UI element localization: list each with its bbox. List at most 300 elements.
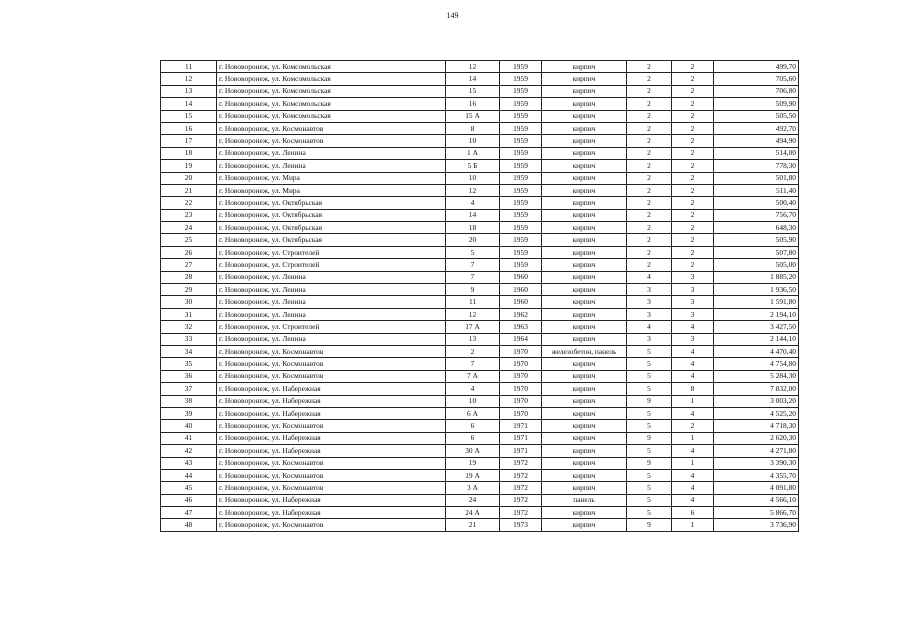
floors-cell: 5 — [627, 345, 672, 357]
house-number-cell: 12 — [446, 184, 500, 196]
table-row — [161, 333, 799, 345]
house-number-cell: 7 — [446, 271, 500, 283]
row-number-cell: 27 — [161, 259, 217, 271]
address-cell: г. Нововоронеж, ул. Строителей — [217, 246, 446, 258]
entrances-cell: 2 — [672, 259, 714, 271]
table-row — [161, 494, 799, 506]
entrances-cell: 2 — [672, 209, 714, 221]
wall-material-cell: кирпич — [542, 61, 627, 73]
wall-material-cell: кирпич — [542, 135, 627, 147]
address-cell: г. Нововоронеж, ул. Октябрьская — [217, 222, 446, 234]
table-row — [161, 296, 799, 308]
year-built-cell: 1959 — [500, 61, 542, 73]
year-built-cell: 1960 — [500, 284, 542, 296]
page-number: 149 — [446, 11, 459, 20]
wall-material-cell: кирпич — [542, 507, 627, 519]
floors-cell: 2 — [627, 197, 672, 209]
house-number-cell: 19 А — [446, 469, 500, 481]
area-cell: 494,90 — [714, 135, 799, 147]
wall-material-cell: кирпич — [542, 234, 627, 246]
entrances-cell: 4 — [672, 370, 714, 382]
row-number-cell: 30 — [161, 296, 217, 308]
area-cell: 3 736,90 — [714, 519, 799, 531]
address-cell: г. Нововоронеж, ул. Октябрьская — [217, 234, 446, 246]
year-built-cell: 1971 — [500, 445, 542, 457]
entrances-cell: 4 — [672, 445, 714, 457]
area-cell: 4 271,80 — [714, 445, 799, 457]
floors-cell: 2 — [627, 61, 672, 73]
row-number-cell: 36 — [161, 370, 217, 382]
floors-cell: 5 — [627, 420, 672, 432]
wall-material-cell: кирпич — [542, 457, 627, 469]
entrances-cell: 4 — [672, 469, 714, 481]
floors-cell: 5 — [627, 383, 672, 395]
table-row — [161, 482, 799, 494]
area-cell: 2 144,10 — [714, 333, 799, 345]
entrances-cell: 2 — [672, 61, 714, 73]
row-number-cell: 14 — [161, 98, 217, 110]
area-cell: 505,50 — [714, 110, 799, 122]
entrances-cell: 4 — [672, 482, 714, 494]
floors-cell: 5 — [627, 494, 672, 506]
house-number-cell: 12 — [446, 61, 500, 73]
wall-material-cell: кирпич — [542, 147, 627, 159]
year-built-cell: 1959 — [500, 209, 542, 221]
floors-cell: 2 — [627, 147, 672, 159]
year-built-cell: 1959 — [500, 135, 542, 147]
year-built-cell: 1960 — [500, 271, 542, 283]
table-row — [161, 98, 799, 110]
floors-cell: 2 — [627, 259, 672, 271]
table-row — [161, 370, 799, 382]
row-number-cell: 39 — [161, 407, 217, 419]
entrances-cell: 6 — [672, 507, 714, 519]
area-cell: 2 194,10 — [714, 308, 799, 320]
area-cell: 505,90 — [714, 234, 799, 246]
row-number-cell: 37 — [161, 383, 217, 395]
entrances-cell: 2 — [672, 110, 714, 122]
row-number-cell: 17 — [161, 135, 217, 147]
row-number-cell: 12 — [161, 73, 217, 85]
table-row — [161, 308, 799, 320]
table-row — [161, 395, 799, 407]
entrances-cell: 4 — [672, 321, 714, 333]
address-cell: г. Нововоронеж, ул. Набережная — [217, 494, 446, 506]
address-cell: г. Нововоронеж, ул. Строителей — [217, 321, 446, 333]
table-row — [161, 61, 799, 73]
floors-cell: 2 — [627, 98, 672, 110]
entrances-cell: 2 — [672, 122, 714, 134]
floors-cell: 9 — [627, 432, 672, 444]
year-built-cell: 1959 — [500, 85, 542, 97]
row-number-cell: 31 — [161, 308, 217, 320]
area-cell: 4 091,80 — [714, 482, 799, 494]
row-number-cell: 15 — [161, 110, 217, 122]
house-number-cell: 15 А — [446, 110, 500, 122]
floors-cell: 5 — [627, 507, 672, 519]
table-row — [161, 457, 799, 469]
year-built-cell: 1959 — [500, 259, 542, 271]
area-cell: 705,60 — [714, 73, 799, 85]
floors-cell: 9 — [627, 519, 672, 531]
row-number-cell: 25 — [161, 234, 217, 246]
house-number-cell: 20 — [446, 234, 500, 246]
year-built-cell: 1959 — [500, 98, 542, 110]
house-number-cell: 4 — [446, 197, 500, 209]
house-number-cell: 10 — [446, 395, 500, 407]
entrances-cell: 4 — [672, 494, 714, 506]
wall-material-cell: кирпич — [542, 197, 627, 209]
floors-cell: 2 — [627, 160, 672, 172]
row-number-cell: 19 — [161, 160, 217, 172]
house-number-cell: 10 — [446, 172, 500, 184]
year-built-cell: 1959 — [500, 246, 542, 258]
wall-material-cell: кирпич — [542, 407, 627, 419]
house-number-cell: 7 А — [446, 370, 500, 382]
wall-material-cell: кирпич — [542, 172, 627, 184]
wall-material-cell: кирпич — [542, 469, 627, 481]
year-built-cell: 1959 — [500, 160, 542, 172]
row-number-cell: 21 — [161, 184, 217, 196]
wall-material-cell: кирпич — [542, 308, 627, 320]
entrances-cell: 2 — [672, 135, 714, 147]
row-number-cell: 45 — [161, 482, 217, 494]
table-row — [161, 469, 799, 481]
year-built-cell: 1959 — [500, 197, 542, 209]
table-row — [161, 358, 799, 370]
wall-material-cell: кирпич — [542, 395, 627, 407]
address-cell: г. Нововоронеж, ул. Космонавтов — [217, 135, 446, 147]
year-built-cell: 1959 — [500, 110, 542, 122]
entrances-cell: 2 — [672, 160, 714, 172]
row-number-cell: 18 — [161, 147, 217, 159]
wall-material-cell: кирпич — [542, 482, 627, 494]
area-cell: 4 718,30 — [714, 420, 799, 432]
area-cell: 511,40 — [714, 184, 799, 196]
floors-cell: 2 — [627, 135, 672, 147]
entrances-cell: 2 — [672, 147, 714, 159]
row-number-cell: 42 — [161, 445, 217, 457]
address-cell: г. Нововоронеж, ул. Набережная — [217, 395, 446, 407]
area-cell: 756,70 — [714, 209, 799, 221]
house-number-cell: 10 — [446, 135, 500, 147]
address-cell: г. Нововоронеж, ул. Космонавтов — [217, 469, 446, 481]
year-built-cell: 1959 — [500, 234, 542, 246]
table-row — [161, 445, 799, 457]
area-cell: 4 566,10 — [714, 494, 799, 506]
year-built-cell: 1971 — [500, 420, 542, 432]
table-row — [161, 321, 799, 333]
row-number-cell: 23 — [161, 209, 217, 221]
area-cell: 507,80 — [714, 246, 799, 258]
area-cell: 1 885,20 — [714, 271, 799, 283]
year-built-cell: 1971 — [500, 432, 542, 444]
table-row — [161, 519, 799, 531]
wall-material-cell: кирпич — [542, 222, 627, 234]
floors-cell: 2 — [627, 110, 672, 122]
year-built-cell: 1970 — [500, 370, 542, 382]
table-row — [161, 209, 799, 221]
area-cell: 3 003,20 — [714, 395, 799, 407]
address-cell: г. Нововоронеж, ул. Космонавтов — [217, 420, 446, 432]
year-built-cell: 1970 — [500, 407, 542, 419]
wall-material-cell: панель — [542, 494, 627, 506]
wall-material-cell: кирпич — [542, 259, 627, 271]
floors-cell: 5 — [627, 370, 672, 382]
entrances-cell: 2 — [672, 98, 714, 110]
house-number-cell: 13 — [446, 333, 500, 345]
table-row — [161, 122, 799, 134]
area-cell: 4 754,80 — [714, 358, 799, 370]
floors-cell: 5 — [627, 445, 672, 457]
floors-cell: 3 — [627, 296, 672, 308]
house-number-cell: 21 — [446, 519, 500, 531]
area-cell: 4 470,40 — [714, 345, 799, 357]
table-row — [161, 135, 799, 147]
address-cell: г. Нововоронеж, ул. Набережная — [217, 432, 446, 444]
row-number-cell: 16 — [161, 122, 217, 134]
house-number-cell: 7 — [446, 358, 500, 370]
area-cell: 648,30 — [714, 222, 799, 234]
house-number-cell: 1 А — [446, 147, 500, 159]
wall-material-cell: кирпич — [542, 184, 627, 196]
floors-cell: 2 — [627, 73, 672, 85]
wall-material-cell: железобетон, панель — [542, 345, 627, 357]
entrances-cell: 1 — [672, 457, 714, 469]
house-number-cell: 30 А — [446, 445, 500, 457]
year-built-cell: 1960 — [500, 296, 542, 308]
table-row — [161, 271, 799, 283]
area-cell: 778,30 — [714, 160, 799, 172]
area-cell: 4 525,20 — [714, 407, 799, 419]
area-cell: 4 355,70 — [714, 469, 799, 481]
year-built-cell: 1959 — [500, 122, 542, 134]
address-cell: г. Нововоронеж, ул. Набережная — [217, 445, 446, 457]
table-row — [161, 184, 799, 196]
wall-material-cell: кирпич — [542, 122, 627, 134]
address-cell: г. Нововоронеж, ул. Космонавтов — [217, 519, 446, 531]
year-built-cell: 1959 — [500, 222, 542, 234]
floors-cell: 5 — [627, 469, 672, 481]
table-row — [161, 110, 799, 122]
floors-cell: 2 — [627, 184, 672, 196]
area-cell: 1 591,80 — [714, 296, 799, 308]
row-number-cell: 38 — [161, 395, 217, 407]
table-row — [161, 85, 799, 97]
house-number-cell: 6 А — [446, 407, 500, 419]
table-row — [161, 73, 799, 85]
wall-material-cell: кирпич — [542, 370, 627, 382]
wall-material-cell: кирпич — [542, 333, 627, 345]
row-number-cell: 41 — [161, 432, 217, 444]
wall-material-cell: кирпич — [542, 383, 627, 395]
address-cell: г. Нововоронеж, ул. Комсомольская — [217, 85, 446, 97]
row-number-cell: 32 — [161, 321, 217, 333]
address-cell: г. Нововоронеж, ул. Строителей — [217, 259, 446, 271]
year-built-cell: 1962 — [500, 308, 542, 320]
house-number-cell: 6 — [446, 420, 500, 432]
wall-material-cell: кирпич — [542, 420, 627, 432]
address-cell: г. Нововоронеж, ул. Мира — [217, 172, 446, 184]
table-row — [161, 172, 799, 184]
entrances-cell: 3 — [672, 284, 714, 296]
floors-cell: 9 — [627, 395, 672, 407]
area-cell: 706,80 — [714, 85, 799, 97]
area-cell: 7 832,00 — [714, 383, 799, 395]
entrances-cell: 2 — [672, 197, 714, 209]
house-number-cell: 14 — [446, 209, 500, 221]
year-built-cell: 1972 — [500, 507, 542, 519]
address-cell: г. Нововоронеж, ул. Космонавтов — [217, 457, 446, 469]
row-number-cell: 46 — [161, 494, 217, 506]
row-number-cell: 20 — [161, 172, 217, 184]
house-number-cell: 5 — [446, 246, 500, 258]
wall-material-cell: кирпич — [542, 98, 627, 110]
row-number-cell: 40 — [161, 420, 217, 432]
table-row — [161, 507, 799, 519]
wall-material-cell: кирпич — [542, 358, 627, 370]
address-cell: г. Нововоронеж, ул. Мира — [217, 184, 446, 196]
floors-cell: 3 — [627, 308, 672, 320]
address-cell: г. Нововоронеж, ул. Ленина — [217, 308, 446, 320]
wall-material-cell: кирпич — [542, 246, 627, 258]
wall-material-cell: кирпич — [542, 445, 627, 457]
address-cell: г. Нововоронеж, ул. Ленина — [217, 147, 446, 159]
year-built-cell: 1959 — [500, 184, 542, 196]
floors-cell: 2 — [627, 222, 672, 234]
house-number-cell: 5 Б — [446, 160, 500, 172]
row-number-cell: 29 — [161, 284, 217, 296]
house-number-cell: 8 — [446, 122, 500, 134]
year-built-cell: 1959 — [500, 147, 542, 159]
floors-cell: 4 — [627, 271, 672, 283]
row-number-cell: 28 — [161, 271, 217, 283]
wall-material-cell: кирпич — [542, 296, 627, 308]
address-cell: г. Нововоронеж, ул. Ленина — [217, 271, 446, 283]
row-number-cell: 43 — [161, 457, 217, 469]
year-built-cell: 1972 — [500, 482, 542, 494]
floors-cell: 5 — [627, 358, 672, 370]
table-row — [161, 383, 799, 395]
floors-cell: 2 — [627, 246, 672, 258]
housing-registry-table — [160, 60, 799, 532]
address-cell: г. Нововоронеж, ул. Комсомольская — [217, 98, 446, 110]
address-cell: г. Нововоронеж, ул. Ленина — [217, 284, 446, 296]
row-number-cell: 11 — [161, 61, 217, 73]
address-cell: г. Нововоронеж, ул. Космонавтов — [217, 122, 446, 134]
row-number-cell: 33 — [161, 333, 217, 345]
house-number-cell: 15 — [446, 85, 500, 97]
year-built-cell: 1973 — [500, 519, 542, 531]
table-row — [161, 420, 799, 432]
house-number-cell: 16 — [446, 98, 500, 110]
entrances-cell: 1 — [672, 432, 714, 444]
floors-cell: 3 — [627, 284, 672, 296]
house-number-cell: 14 — [446, 73, 500, 85]
address-cell: г. Нововоронеж, ул. Набережная — [217, 407, 446, 419]
house-number-cell: 9 — [446, 284, 500, 296]
floors-cell: 9 — [627, 457, 672, 469]
wall-material-cell: кирпич — [542, 110, 627, 122]
entrances-cell: 3 — [672, 296, 714, 308]
year-built-cell: 1959 — [500, 73, 542, 85]
entrances-cell: 2 — [672, 172, 714, 184]
wall-material-cell: кирпич — [542, 432, 627, 444]
house-number-cell: 6 — [446, 432, 500, 444]
entrances-cell: 2 — [672, 420, 714, 432]
table-row — [161, 284, 799, 296]
house-number-cell: 24 — [446, 494, 500, 506]
address-cell: г. Нововоронеж, ул. Ленина — [217, 333, 446, 345]
area-cell: 3 390,30 — [714, 457, 799, 469]
row-number-cell: 48 — [161, 519, 217, 531]
row-number-cell: 24 — [161, 222, 217, 234]
house-number-cell: 7 — [446, 259, 500, 271]
address-cell: г. Нововоронеж, ул. Космонавтов — [217, 345, 446, 357]
wall-material-cell: кирпич — [542, 160, 627, 172]
house-number-cell: 18 — [446, 222, 500, 234]
entrances-cell: 8 — [672, 383, 714, 395]
floors-cell: 4 — [627, 321, 672, 333]
year-built-cell: 1963 — [500, 321, 542, 333]
row-number-cell: 26 — [161, 246, 217, 258]
address-cell: г. Нововоронеж, ул. Октябрьская — [217, 209, 446, 221]
year-built-cell: 1970 — [500, 383, 542, 395]
table-row — [161, 147, 799, 159]
entrances-cell: 3 — [672, 308, 714, 320]
wall-material-cell: кирпич — [542, 284, 627, 296]
row-number-cell: 35 — [161, 358, 217, 370]
entrances-cell: 2 — [672, 73, 714, 85]
table-row — [161, 222, 799, 234]
entrances-cell: 2 — [672, 184, 714, 196]
floors-cell: 3 — [627, 333, 672, 345]
row-number-cell: 44 — [161, 469, 217, 481]
table-row — [161, 259, 799, 271]
year-built-cell: 1970 — [500, 358, 542, 370]
entrances-cell: 3 — [672, 333, 714, 345]
entrances-cell: 3 — [672, 271, 714, 283]
area-cell: 3 427,50 — [714, 321, 799, 333]
table-row — [161, 246, 799, 258]
year-built-cell: 1972 — [500, 457, 542, 469]
entrances-cell: 2 — [672, 222, 714, 234]
wall-material-cell: кирпич — [542, 73, 627, 85]
table-row — [161, 160, 799, 172]
address-cell: г. Нововоронеж, ул. Комсомольская — [217, 110, 446, 122]
address-cell: г. Нововоронеж, ул. Комсомольская — [217, 73, 446, 85]
house-number-cell: 12 — [446, 308, 500, 320]
area-cell: 499,70 — [714, 61, 799, 73]
table-body — [161, 61, 799, 532]
area-cell: 1 936,50 — [714, 284, 799, 296]
wall-material-cell: кирпич — [542, 519, 627, 531]
year-built-cell: 1972 — [500, 469, 542, 481]
floors-cell: 2 — [627, 122, 672, 134]
house-number-cell: 17 А — [446, 321, 500, 333]
floors-cell: 5 — [627, 482, 672, 494]
address-cell: г. Нововоронеж, ул. Ленина — [217, 160, 446, 172]
area-cell: 509,90 — [714, 98, 799, 110]
floors-cell: 5 — [627, 407, 672, 419]
wall-material-cell: кирпич — [542, 321, 627, 333]
entrances-cell: 2 — [672, 85, 714, 97]
address-cell: г. Нововоронеж, ул. Ленина — [217, 296, 446, 308]
house-number-cell: 4 — [446, 383, 500, 395]
entrances-cell: 2 — [672, 234, 714, 246]
year-built-cell: 1964 — [500, 333, 542, 345]
entrances-cell: 1 — [672, 395, 714, 407]
